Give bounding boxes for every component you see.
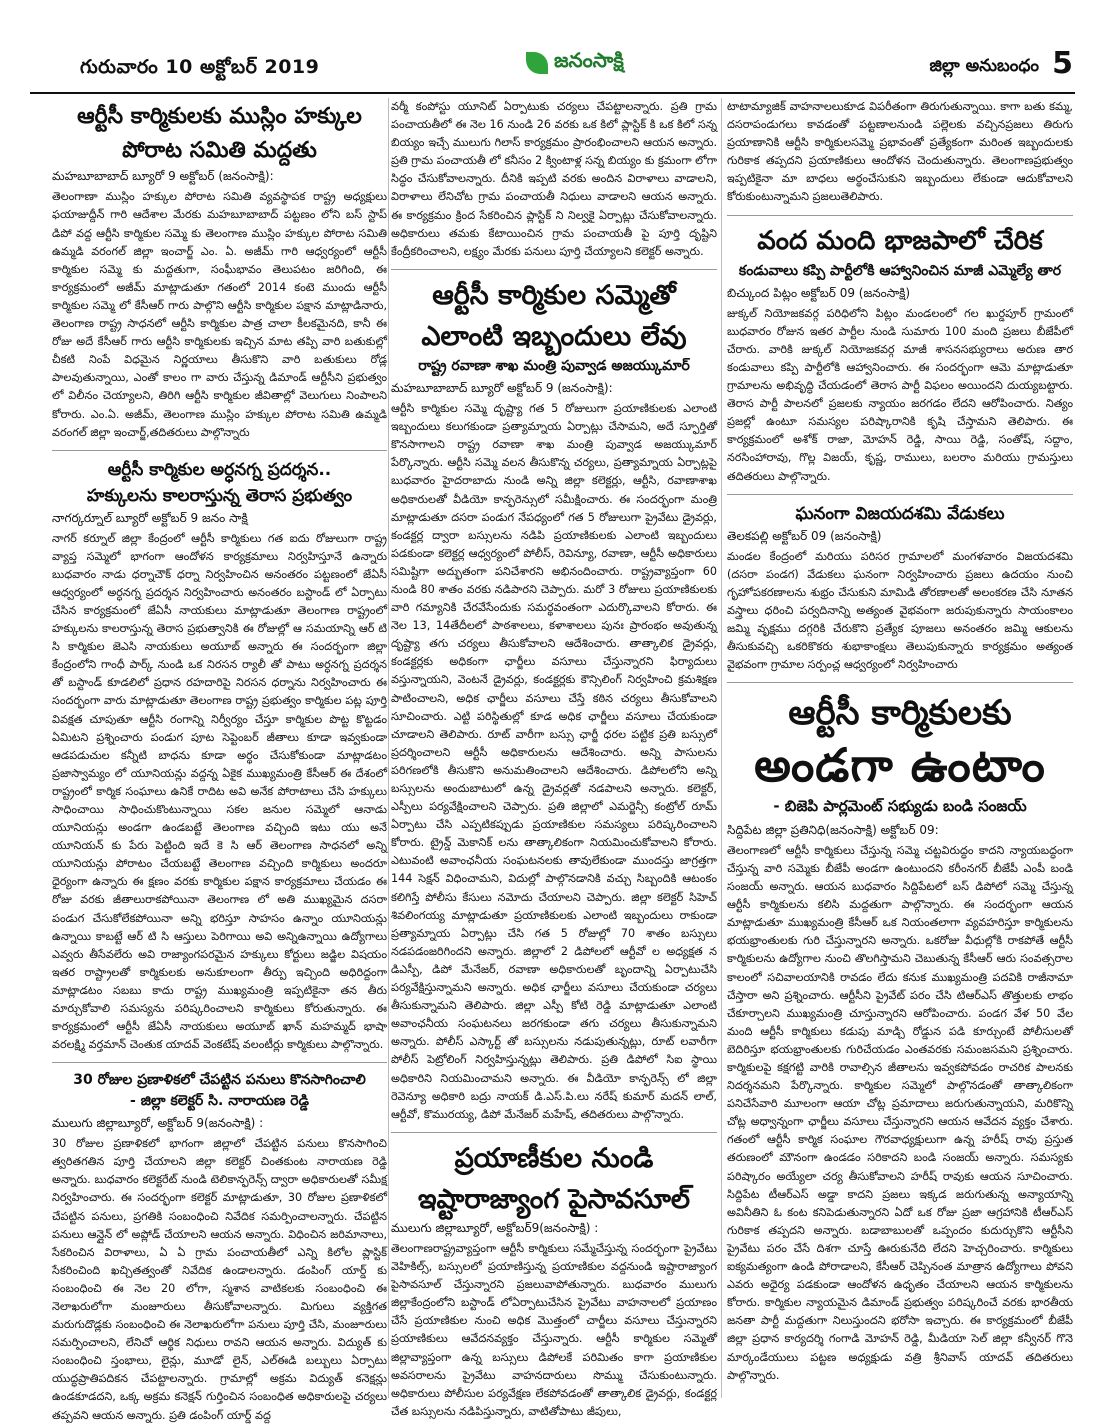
- column-divider: [721, 98, 722, 1398]
- divider: [52, 450, 387, 451]
- article-headline: వంద మంది భాజపాలో చేరిక: [757, 225, 1043, 256]
- article-body: తెలంగాణా ముస్లిం హక్కుల పోరాట సమితి వ్యవస్థాపక రాష్ట్ర అధ్యక్షులు ఫయాజుద్దీన్ గారి ఆదేశాల మేరకు మహబూబాబాద్ పట్టణం లోని బస్ స్టాప్ డిపో వద్ద ఆర్టీసి కార్మికుల సమ్మె కు తెలంగాణ ముస్లిం హక్కుల పోరాట సమితి ఉమ్మడి వరంగల్ జిల్లా ఇంచార్జ్ ఎం. ఏ. అజీమ్ గారి ఆధ్వర్యంలో ఆర్టీసీ కార్మికుల సమ్మె కు మద్దతుగా, సంఘీభావం తెలుపటం జరిగింది, ఈ కార్యక్రమంలో అజీమ్ మాట్లాడుతూ గతంలో 2014 కంటె ముందు ఆర్టీసీ కార్మికుల సమ్మె లో కేసీఆర్ గారు పాల్గొని ఆర్టీసి కార్మికుల పక్షాన మాట్లాడినారు, తెలంగాణ రాష్ట్ర సాధనలో ఆర్టీసి కార్మికుల పాత్ర చాలా కీలకమైనది, కానీ ఈ రోజు అదే కేసీఆర్ గారు ఆర్టీసి కార్మికులకు ఇచ్చిన మాట తప్పి వారి బతుకుల్లో చీకటి నింపే విధమైన నిర్ణయాలు తీసుకొని వారి బతుకులు రోడ్ల పాలవుతున్నాయి, ఎంతో కాలం గా వారు చేస్తున్న డిమాండ్ ఆర్టీసీని ప్రభుత్వం లో విలీనం చెయ్యాలని, తిరిగి ఆర్టీసి కార్మికుల జీవితాల్లో వెలుగులు నింపాలని కోరారు. ఎం.ఏ. అజీమ్, తెలంగాణ ముస్లిం హక్కుల పోరాట సమితి ఉమ్మడి వరంగల్ జిల్లా ఇంచార్జ్,తదితరులు పాల్గొన్నారు: [52, 190, 387, 439]
- article-continuation: వర్మీ కంపోస్టు యూనిట్ ఏర్పాటుకు చర్యలు చేపట్టాలన్నారు. ప్రతి గ్రామ పంచాయతీలో ఈ నెల 16 నుండి 26 వరకు ఒక కిలో ప్లాస్టిక్ కి ఒక కిలో సన్న బియ్యం ఇచ్చే ములుగు గిలాస్ కార్యక్రమం ప్రారంభించాలని ఆయన అన్నారు. ప్రతి గ్రామ పంచాయతీ లో కనీసం 2 క్వింటాళ్ల సన్న బియ్యం కు క్రమంగా లోగా సిద్ధం చేసుకోవాలన్నారు. దీనికి ఇప్పటి వరకు అందిన విరాళాలు వాడాలని, విరాళాలు లేనిచోట గ్రామ పంచాయతీ నిధులు వాడాలని ఆయన అన్నారు. ఈ కార్యక్రమం క్రింద సేకరించిన ప్లాస్టిక్ ని నిల్వకై ఏర్పాట్లు చేసుకోవాలన్నారు. అధికారులు తమకు కేటాయించిన గ్రామ పంచాయతీ పై పూర్తి దృష్టిని కేంద్రీకరించాలని, లక్ష్యం మేరకు పనులు పూర్తి చేయ్యాలని కలెక్టర్ అన్నారు.: [391, 100, 717, 258]
- article-byline: - బిజెపి పార్లమెంట్ సభ్యుడు బండి సంజయ్: [773, 796, 1027, 815]
- article-byline: - జిల్లా కలెక్టర్ సి. నారాయణ రెడ్డి: [130, 1093, 309, 1110]
- article-dateline: మహబూబాబాద్ బ్యూరో 9 అక్టోబర్ (జనంసాక్షి):: [52, 169, 274, 184]
- article-headline: హక్కులను కాలరాస్తున్న తెరాస ప్రభుత్వం: [86, 485, 353, 506]
- column-middle: [391, 98, 717, 1421]
- article-dateline: సిద్దిపేట జిల్లా ప్రతినిధి(జనంసాక్షి) అక్టోబర్ 09:: [727, 822, 939, 837]
- article-body: తెలంగాణలో ఆర్టీసీ కార్మికులు చేస్తున్న సమ్మె చట్టవిరుద్ధం కాదని న్యాయబద్ధంగా చేస్తున్న వారి సమ్మెకు బీజేపీ అండగా ఉంటుందని కరీంనగర్ బీజేపీ ఎంపీ బండి సంజయ్ అన్నారు. ఆయన బుధవారం సిద్దిపేటలో బస్ డిపోలో సమ్మె చేస్తున్న ఆర్టీసీ కార్మికులను కలిసి మద్దతుగా పాల్గొన్నారు. ఈ సందర్భంగా ఆయన మాట్లాడుతూ ముఖ్యమంత్రి కేసీఆర్ ఒక నియంతలాగా వ్యవహరిస్తూ కార్మికులను భయభ్రాంతులకు గురి చేస్తున్నారని అన్నారు. ఒకరోజు వీధుల్లోకి రాకపోతే ఆర్టీసీ కార్మికులను ఉద్యోగాల నుంచి తొలగిస్తామని చెబుతున్న కేసీఆర్ ఆరు సంవత్సరాల కాలంలో సచివాలయానికి రావడం లేదు కనుక ముఖ్యమంత్రి పదవికి రాజీనామా చేస్తారా అని ప్రశ్నించారు. ఆర్టీసీని ప్రైవేట్ పరం చేసి టిఆర్ఎస్ తొత్తులకు లాభం చేకూర్చాలని ముఖ్యమంత్రి చూస్తున్నారని ఆరోపించారు. పండగ వేళ 50 వేల మంది ఆర్టీసీ కార్మికులు కడుపు మాడ్చి రోడ్డున పడి కూర్చుంటే పోలీసులతో బెదిరిస్తూ భయభ్రాంతులకు గురిచేయడం ఎంతవరకు సమంజసమని ప్రశ్నించారు. కార్మికులపై కక్షగట్టి వారికి రావాల్సిన జీతాలను ఇవ్వకపోవడం రాచరిక పాలనకు నిదర్శనమని పేర్కొన్నారు. కార్మికుల సమ్మెలో పాల్గొనడంతో తాత్కాలికంగా పనిచేసేవారి మూలంగా ఆయా చోట్ల ప్రమాదాలు జరుగుతున్నాయని, మరికొన్ని చోట్ల అధ్వాన్నంగా ఛార్జీలు వసూలు చేస్తున్నారని ఆయన ఆవేదన వ్యక్తం చేశారు. గతంలో ఆర్టీసీ కార్మిక సంఘాల గౌరవాధ్యక్షులుగా ఉన్న హరీష్ రావు ప్రస్తుత తరుణంలో మౌనంగా ఉండడం సరికాదని బండి సంజయ్ అన్నారు. సమస్యకు పరిష్కారం అయ్యేలా చర్య తీసుకోవాలని హరీష్ రావుకు ఆయన సూచించారు. సిద్దిపేట టీఆర్ఎస్ అడ్డా కాదని ప్రజలు ఇక్కడ జరుగుతున్న అన్యాయాన్ని అవినీతిని ఓ కంట కనిపెడుతున్నారని ఏదో ఒక రోజు ప్రజా ఆగ్రహానికి టీఆర్ఎస్ గురికాక తప్పదని అన్నారు. బడాబాబులతో ఒప్పందం కుదుర్చుకొని ఆర్టీసీని ప్రైవేటు పరం చేసే దిశగా చూస్తే ఊరుకునేది లేదని హెచ్చరించారు. కార్మికులు ఐక్యమత్యంగా ఉండి పోరాడాలని, కేసీఆర్ చెప్పినంత మాత్రాన ఉద్యోగాలు పోవని ఎవరు అధైర్య పడకుండా ఆందోళన ఉధృతం చేయాలని ఆయన కార్మికులను కోరారు. కార్మికుల న్యాయమైన డిమాండ్ ప్రభుత్వం పరిష్కరించే వరకు భారతీయ జనతా పార్టీ మద్దతుగా నిలుస్తుందని భరోసా ఇచ్చారు. ఈ కార్యక్రమంలో బీజేపీ జిల్లా ప్రధాన కార్యదర్శి గంగాడి మోహన్ రెడ్డి, మీడియా సెల్ జిల్లా కన్వీనర్ గొనె మార్కండేయులు పట్టణ అధ్యక్షుడు వత్రి శ్రీనివాస్ యాదవ్ తదితరులు పాల్గొన్నారు.: [727, 843, 1073, 1382]
- article-headline: ఆర్టీసీ కార్మికులకు ముస్లిం హక్కుల: [77, 104, 362, 129]
- masthead-logo: [526, 48, 624, 77]
- divider: [727, 494, 1073, 495]
- article-body: మండల కేంద్రంలో మరియు పరిసర గ్రామాలలో మంగళవారం విజయదశమి (దసరా పండగ) వేడుకలు ఘనంగా నిర్వహించారు ప్రజలు ఉదయం నుంచి గృహోపకరణాలను శుభ్రం చేసుకుని మామిడి తోరణాలతో అలంకరణ చేసి నూతన వస్త్రాలు ధరించి పర్వదినాన్ని అత్యంత వైభవంగా జరుపుకున్నారు సాయంకాలం జమ్మి వృక్షము దగ్గరికి చేరుకొని ప్రత్యేక పూజలు అనంతరం జమ్మి ఆకులను తీసుకువచ్చి ఒకరికొకరు శుభాకాంక్షలు తెలుపుకున్నారు కార్యక్రమం అత్యంత వైభవంగా గ్రామాల సర్పంచ్ల ఆధ్వర్యంలో నిర్వహించారు: [727, 549, 1073, 672]
- column-left: [52, 98, 387, 1425]
- article-headline: ప్రయాణీకుల నుండి: [454, 1142, 654, 1174]
- article-body: నాగర్ కర్నూల్ జిల్లా కేంద్రంలో ఆర్టీసీ కార్మికులు గత ఐదు రోజులుగా రాష్ట్ర వ్యాప్త సమ్మెలో భాగంగా ఆందోళన కార్యక్రమాలు నిర్వహిస్తూనే ఉన్నారు బుధవారం నాడు ధర్నాచౌక్ ధర్నా నిర్వహించిన అనంతరం పట్టణంలో జేఏసీ ఆధ్వర్యంలో అర్ధనగ్న ప్రదర్శన నిర్వహించారు అనంతరం బస్టాండ్ లో ఏర్పాటు చేసిన కార్యక్రమంలో జేఏసీ నాయకులు మాట్లాడుతూ తెలంగాణ రాష్ట్రంలో హక్కులను కాలరాస్తున్న తెరాస ప్రభుత్వానికి ఈ రోజుల్లో ఆ సమయాన్ని ఆర్ టి సి కార్మికుల జెఎసి నాయకులు అయూబ్ అన్నారు ఈ సందర్భంగా జిల్లా కేంద్రంలోని గాంధీ పార్క్ నుండి ఒక నిరసన ర్యాలీ తో పాటు అర్ధనగ్న ప్రదర్శన తో బస్టాండ్ కూడలిలో ప్రధాన రహదారిపై నిరసన ధర్నాను నిర్వహించారు ఈ సందర్భంగా వారు మాట్లాడుతూ తెలంగాణ రాష్ట్ర ప్రభుత్వం కార్మికుల పట్ల పూర్తి వివక్షత చూపుతూ ఆర్టీసి రంగాన్ని నిర్వీర్యం చేస్తూ కార్మికుల పొట్ట కొట్టడం ఏమిటని ప్రశ్నించారు పండుగ పూట సెప్టెంబర్ జీతాలు కూడా ఇవ్వకుండా ఆడపడుచుల కన్నీటి బాధను కూడా అర్థం చేసుకోకుండా మాట్లాడటం ప్రజాస్వామ్యం లో యూనియన్లు వద్దన్న ఏకైక ముఖ్యమంత్రి కేసీఆర్ ఈ దేశంలో రాష్ట్రంలో కార్మిక సంఘాలు ఉనికే రాదిట అవి అనేక పోరాటాలు చేసి హక్కులు సాధించాయి సాధించుకొంటున్నాయి సకల జనుల సమ్మెలో ఆనాడు యూనియన్లు అండగా ఉండబట్టే తెలంగాణ వచ్చింది ఇటు యు అనే యూనియన్ కు పేరు పెట్టింది ఇదే కె సి ఆర్ తెలంగాణ సాధనలో అన్ని యూనియన్లు పోరాటం చేయబట్టే తెలంగాణ వచ్చింది కార్మికులు అందరూ ధైర్యంగా ఉన్నారు ఈ క్షణం వరకు కార్మికుల పక్షాన కార్యక్రమాలు చేయడం ఈ రోజు వరకు జీతాలురాకపోయినా తెలంగాణ లో అతి ముఖ్యమైన దసరా పండుగ చేసుకోలేకపోయినా అన్ని భరిస్తూ సాహసం ఉన్నాం యూనియన్లు ఉన్నాయి కాబట్టే ఆర్ టి సి ఆస్తులు పెరిగాయి అవి అన్నిఉన్నాయి ఉద్యోగాలు ఎవ్వరు తీసేవలేరు అవి రాజ్యాంగపరమైన హక్కులు కోర్టులు జడ్జిల విషయం ఇతర రాష్ట్రాలతో కార్మికులకు అనుకూలంగా తీర్పు ఇచ్చింది అధిరిద్దంగా మాట్లాడటం సబబు కాదు రాష్ట్ర ముఖ్యమంత్రి ఇప్పటికైనా తన తీరు మార్చుకోవాలి సమస్యను పరిష్కరించాలని కార్మికులు కోరుతున్నారు. ఈ కార్యక్రమంలో ఆర్టీసీ జేఏసీ నాయకులు అయూబ్ ఖాన్ మహమ్మద్ భాషా వరలక్ష్మి వర్తమాన్ చెంతుక యాదవ్ వెంకటేష్ వలంటీర్లు కార్మికులు పాల్గొన్నారు.: [52, 531, 387, 1052]
- article-headline: ఘనంగా విజయదశమి వేడుకలు: [795, 503, 1005, 524]
- article-continuation: టాటామ్యాజిక్ వాహనాలలుకూడ విపరీతంగా తిరుగుతున్నాయి. కాగా బతు కమ్మ, దసరాపండుగలు కావడంతో పట్టణాలనుండి పల్లెలకు వచ్చినప్రజలు తిరుగు ప్రయాణానికి ఆర్టీసి కార్మికులసమ్మె ప్రభావంతో ప్రత్యేకంగా మరింత ఇబ్బందులకు గురికాక తప్పదని ప్రయాణికులు ఆందోళన చెందుతున్నారు. తెలంగాణప్రభుత్వం ఇప్పటికైనా మా బాధలు అర్థంచేసుకుని ఇబ్బందులు లేకుండా ఆదుకోవాలని కోరుకుంటున్నామని ప్రజలుతెలిపారు.: [727, 100, 1073, 204]
- article-headline: ఆర్టీసీ కార్మికుల అర్ధనగ్న ప్రదర్శన..: [107, 459, 332, 480]
- masthead-logo-text: జనంసాక్షి: [554, 48, 624, 72]
- article-body: తెలంగాణరాష్ట్రవ్యాప్తంగా ఆర్టీసీ కార్మికులు సమ్మేచేస్తున్న సందర్భంగా ప్రైవేటు వెహికిల్స్, బస్సులలో ప్రయాణిస్తున్న ప్రయాణికుల వద్దనుండి ఇష్టారాజ్యాంగ పైసావసూల్ చేస్తున్నారని ప్రజలువాపోతున్నారు. బుధవారం ములుగు జిల్లాకేంద్రంలోని బస్టాండ్ లోఏర్పాటుచేసిన ప్రైవేటు వాహనాలలో ప్రయాణం చేసే ప్రయాణికుల నుంచి అధిక మొత్తంలో చార్జీలు వసూలు చేస్తున్నారని ప్రయాణికులు ఆవేదనవ్యక్తం చేస్తున్నారు. ఆర్టీసీ కార్మికుల సమ్మెతో జిల్లావ్యాప్తంగా ఉన్న బస్సులు డిపోలకే పరిమితం కాగా ప్రయాణికుల అవసరాలను ప్రైవేటు వాహనదారులు సొమ్ము చేసుకుంటున్నారు. అధికారులు పోలీసుల పర్యవేక్షణ లేకపోవడంతో తాత్కాలిక డ్రైవర్లు, కండక్టర్ల చేత బస్సులను నడిపిస్తున్నారు, వాటితోపాటు జీపులు,: [391, 1241, 717, 1418]
- article-dateline: బిచ్కుంద పిట్లం అక్టోబర్ 09 (జనంసాక్షి): [727, 285, 911, 300]
- column-divider: [388, 98, 389, 1398]
- article-headline: ఆర్టీసీ కార్మికులకు: [788, 693, 1012, 734]
- article-headline: ఎలాంటి ఇబ్బందులు లేవు: [421, 320, 687, 352]
- article-headline: ఆర్టీసీ కార్మికుల సమ్మెతో: [432, 279, 676, 311]
- issue-date: గురువారం 10 అక్టోబర్ 2019: [80, 56, 320, 78]
- page-header: [30, 44, 1075, 94]
- leaf-icon: [526, 52, 548, 74]
- article-dateline: ములుగు జిల్లాబ్యూరో, అక్టోబర్ 9(జనంసాక్షి) :: [52, 1116, 264, 1131]
- article-headline: అండగా ఉంటాం: [754, 738, 1046, 793]
- page-number: 5: [1052, 46, 1073, 81]
- article-headline: 30 రోజుల ప్రణాళికలో చేపట్టిన పనులు కొనసాగించాలి: [73, 1072, 366, 1089]
- article-body: 30 రోజుల ప్రణాళికలో భాగంగా జిల్లాలో చేపట్టిన పనులు కొనసాగించి త్వరితగతిన పూర్తి చేయాలని జిల్లా కలెక్టర్ చింతకుంట నారాయణ రెడ్డి అన్నారు. బుధవారం కలెక్టరేట్ నుండి టెలికాన్ఫరెన్స్ ద్వారా అధికారులతో సమీక్ష నిర్వహించారు. ఈ సందర్భంగా కలెక్టర్ మాట్లాడుతూ, 30 రోజుల ప్రణాళికలో చేపట్టిన పనులు, ప్రగతికి సంబంధించి నివేదిక సమర్పించాలన్నారు. చేపట్టిన పనులు ఆన్లైన్ లో అప్లోడ్ చేయాలని ఆయన అన్నారు. విధించిన జరిమానాలు, సేకరించిన విరాళాలు, ఏ ఏ గ్రామ పంచాయతీలో ఎన్ని కిలోల ప్లాస్టిక్ సేకరించింది ఖచ్చితత్వంతో నివేదిక ఉండాలన్నారు. డంపింగ్ యార్డ్ కు సంబంధించి ఈ నెల 20 లోగా, స్మశాన వాటికలకు సంబంధించి ఈ నెలాఖరులోగా మంజూరులు తీసుకోవాలన్నారు. మిగులు వ్యక్తిగత మరుగుదొడ్లకు సంబంధించి ఈ నెలాఖరులోగా పనులు పూర్తి చేసి, మంజూరులు సమర్పించాలని, లేనిచో ఆర్థిక నిధులు రావని ఆయన అన్నారు. విద్యుత్ కు సంబంధించి స్తంభాలు, లైన్లు, మూడో లైన్, ఎల్ఈడి బల్బులు ఏర్పాటు యుద్ధప్రాతిపదికన చేపట్టాలన్నారు. గ్రామాల్లో అక్రమ విద్యుత్ కనెక్షన్లు ఉండకూడదని, ఒక్క అక్రమ కనెక్షన్ గుర్తించిన సంబంధిత అధికారులపై చర్యలు తప్పవని ఆయన అన్నారు. ప్రతి డంపింగ్ యార్డ్ వద్ద: [52, 1137, 387, 1422]
- divider: [391, 1132, 717, 1133]
- divider: [727, 215, 1073, 216]
- article-subhead: కండువాలు కప్పి పార్టీలోకి ఆహ్వానించిన మాజీ ఎమ్మెల్యే తార: [738, 262, 1062, 279]
- article-headline: పోరాట సమితి మద్దతు: [122, 137, 317, 163]
- section-name: జిల్లా అనుబంధం: [929, 56, 1039, 76]
- divider: [727, 682, 1073, 683]
- article-subhead: రాష్ట్ర రవాణా శాఖ మంత్రి పువ్వాడ అజయ్కుమార్: [418, 358, 690, 375]
- article-body: ఆర్టీసి కార్మికుల సమ్మె దృష్ట్యా గత 5 రోజులుగా ప్రయాణికులకు ఎలాంటి ఇబ్బందులు కలుగకుండా ప్రత్యామ్నాయ ఏర్పాట్లు చేసామని, అదే స్ఫూర్తితో కొనసాగాలని రాష్ట్ర రవాణా శాఖ మంత్రి పువ్వాడ అజయ్కుమార్ పేర్కొన్నారు. ఆర్టీసి సమ్మె వలన తీసుకొన్న చర్యలు, ప్రత్యామ్నాయ ఏర్పాట్లపై బుధవారం హైదరాబాదు నుండి అన్ని జిల్లా కలెక్టర్లు, ఆర్టీసి, రవాణాశాఖ అధికారులతో వీడియో కాన్ఫరెన్సులో సమీక్షించారు. ఈ సందర్భంగా మంత్రి మాట్లాడుతూ దసరా పండుగ నేపధ్యంలో గత 5 రోజులుగా ప్రైవేటు డ్రైవర్లు, కండక్టర్ల ద్వారా బస్సులను నడిపి ప్రయాణికులకు ఎలాంటి ఇబ్బందులు పడకుండా కలెక్టర్ల ఆధ్వర్యంలో పోలీస్, రెవిన్యూ, రవాణా, ఆర్టీసీ అధికారులు సమిష్టిగా అద్భుతంగా పనిచేశారని అభినందించారు. రాష్ట్రవ్యాప్తంగా 60 నుండి 80 శాతం వరకు నడిపారని చెప్పారు. మరో 3 రోజులు ప్రయాణికులకు వారి గమ్యానికి చేరవేసేందుకు సమర్థవంతంగా ఎదుర్కొవాలని కోరారు. ఈ నెల 13, 14తేదీలలో పాఠశాలలు, కళాశాలలు పునః ప్రారంభం అవుతున్న దృష్ట్యా తగు చర్యలు తీసుకోవాలని ఆదేశించారు. తాత్కాలిక డ్రైవర్లు, కండక్టర్లకు అధికంగా ఛార్జీలు వసూలు చేస్తున్నారని ఫిర్యాదులు వస్తున్నాయని, వెంటనే డ్రైవర్లు, కండక్టర్లకు కౌన్సిలింగ్ నిర్వహించి క్రమశిక్షణ పాటించాలని, అధిక ఛార్జీలు వసూలు చేస్తే కఠిన చర్యలు తీసుకోవాలని సూచించారు. ఎట్టి పరిస్థితుల్లో కూడ అధిక ఛార్జీలు వసూలు చేయకుండా చూడాలని తెలిపారు. రూట్ వారీగా బస్సు ఛార్జీ ధరల పట్టిక ప్రతి బస్సులో ప్రదర్శించాలని ఆర్టీసీ అధికారులను ఆదేశించారు. అన్ని పాసులను పరిగణలోకి తీసుకొని అనుమతించాలని ఆదేశించారు. డిపోలలోని అన్ని బస్సులను అందుబాటులో ఉన్న డ్రైవర్లతో నడపాలని అన్నారు. కలెక్టర్, ఎస్పీలు పర్యవేక్షించాలని చెప్పారు. ప్రతి జిల్లాలో ఎమర్జెన్సీ కంట్రోల్ రూమ్ ఏర్పాటు చేసి ఎప్పటికప్పుడు ప్రయాణికుల సమస్యలు పరిష్కరించాలని కోరారు. ట్రైన్డ్ మెకానిక్ లను తాత్కాలికంగా నియమించుకోవాలని కోరారు. ఎటువంటి అవాంఛనీయ సంఘటనలకు తావులేకుండా ముందస్తు జాగ్రత్తగా 144 సెక్షన్ విధించామని, విదుల్లో పాల్గొనడానికి వచ్చు సిబ్బందికి ఆటంకం కలిగిస్తే పోలీసు కేసులు నమోదు చేయాలని చెప్పారు. జిల్లా కలెక్టర్ సిహెచ్ శివలింగయ్య మాట్లాడుతూ ప్రయాణికులకు ఎలాంటి ఇబ్బందులు రాకుండా ప్రత్యామ్నాయ ఏర్పాట్లు చేసి గత 5 రోజుల్లో 70 శాతం బస్సులు నడపడంజరిగిందని అన్నారు. జిల్లాలో 2 డిపోలలో ఆర్టీవో ల అధ్యక్షత న డిఎస్పీ, డిపో మేనేజర్, రవాణా అధికారులతో బృందాన్ని ఏర్పాటుచేసి పర్యవేక్షిస్తున్నామని అన్నారు. అధిక ఛార్జీలు వసూలు చేయకుండా చర్యలు తీసుకున్నామని తెలిపారు. జిల్లా ఎస్పీ కోటి రెడ్డి మాట్లాడుతూ ఎలాంటి అవాంఛనీయ సంఘటనలు జరగకుండా తగు చర్యలు తీసుకున్నామని అన్నారు. పోలీస్ ఎస్కార్ట్ తో బస్సులను నడుపుతున్నట్లు, రూట్ లవారీగా పోలీస్ పెట్రోలింగ్ నిర్వహిస్తున్నట్లు తెలిపారు. ప్రతి డిపోలో సిఐ స్థాయి అధికారిని నియమించామని అన్నారు. ఈ వీడియో కాన్ఫరెన్స్ లో జిల్లా రెవెన్యూ అధికారి బద్రు నాయక్ డి.ఎస్.పి.లు నరేష్ కుమార్ మదన్ లాల్, ఆర్టీవో, కొమురయ్య, డిపో మేనేజర్ మహేష్, తదితరులు పాల్గొన్నారు.: [391, 402, 717, 1121]
- article-dateline: తెలకపల్లి అక్టోబర్ 09 (జనంసాక్షి): [727, 528, 882, 543]
- article-headline: ఇష్టారాజ్యాంగ పైసావసూల్: [417, 1183, 691, 1215]
- divider: [52, 1062, 387, 1063]
- article-body: జుక్కల్ నియోజకవర్గ పరిధిలోని పిట్లం మండలంలో గల ఖుర్డపూర్ గ్రామంలో బుధవారం రోజున ఇతర పార్టీల నుండి సుమారు 100 మంది ప్రజలు బీజేపీలో చేరారు. వారికి జుక్కల్ నియోజకవర్గ మాజీ శాసనసభ్యురాలు అరుణ తార కండువాలు కప్పి పార్టీలోకి ఆహ్వానించారు. ఈ సందర్భంగా ఆమె మాట్లాడుతూ గ్రామాలను అభివృద్ధి చేయడంలో తెరాస పార్టీ విఫలం అయిందని దుయ్యబట్టారు. తెరాస పార్టీ పాలనలో ప్రజలకు న్యాయం జరగడం లేదని ఆరోపించారు. నిత్యం ప్రజల్లో ఉంటూ సమస్యల పరిష్కారానికి కృషి చేస్తామని తెలిపారు. ఈ కార్యక్రమంలో అశోక్ రాజా, మోహన్ రెడ్డి, సాయి రెడ్డి, సంతోష్, సద్దాం, నరసింహారావు, గొల్ల విజయ్, కృష్ణ, రాములు, బలరాం మరియు గ్రామస్తులు తదితరులు పాల్గొన్నారు.: [727, 306, 1073, 483]
- article-dateline: ములుగు జిల్లాబ్యూరో, అక్టోబర్9(జనంసాక్షి) :: [391, 1220, 599, 1235]
- article-dateline: నాగర్కర్నూల్ బ్యూరో అక్టోబర్ 9 జనం సాక్షి: [52, 510, 248, 525]
- article-dateline: మహబూబాబాద్ బ్యూరో అక్టోబర్ 9 (జనంసాక్షి):: [391, 381, 613, 396]
- divider: [391, 269, 717, 270]
- column-right: [727, 98, 1073, 1385]
